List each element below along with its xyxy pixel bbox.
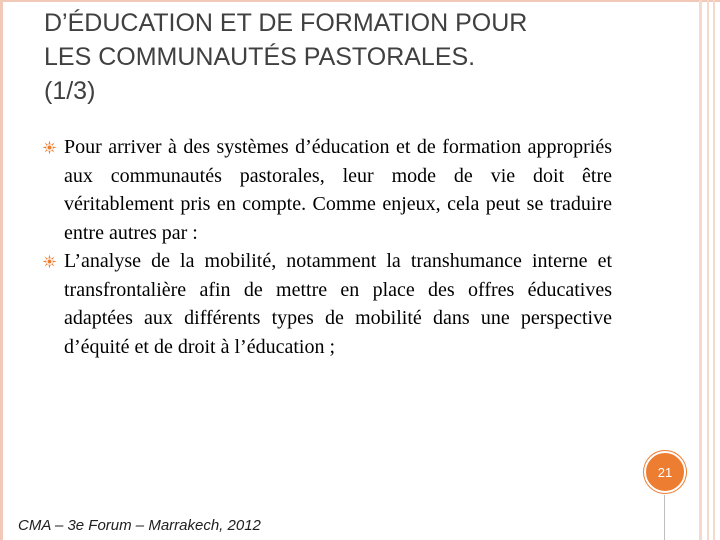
bullet-list: [38, 133, 612, 361]
sun-bullet-icon: [42, 254, 57, 269]
slide-title-line: D’ÉDUCATION ET DE FORMATION POUR: [44, 9, 528, 37]
slide-number-badge: 21: [644, 451, 686, 493]
bullet-text: L’analyse de la mobilité, notamment la transhumance interne et transfrontalière afin de mettre en place des offres éducatives adaptées aux différents types de mobilité dans une perspective d’équité et de droit à l’éducation ;: [64, 250, 612, 358]
slide-title: [44, 6, 664, 108]
decorative-rule: [707, 0, 709, 540]
slide-title-line: LES COMMUNAUTÉS PASTORALES.: [44, 43, 476, 71]
frame-left-border: [0, 0, 3, 540]
bullet-item: [38, 133, 612, 247]
frame-top-border: [0, 0, 720, 2]
sun-bullet-icon: [42, 140, 57, 155]
decorative-rule: [699, 0, 702, 540]
slide-number-line: [664, 495, 665, 540]
footer-text: CMA – 3e Forum – Marrakech, 2012: [18, 517, 261, 534]
bullet-text: Pour arriver à des systèmes d’éducation et de formation appropriés aux communautés pastorales, leur mode de vie doit être véritablement pris en compte. Comme enjeux, cela peut se traduire entre autres par :: [64, 136, 612, 244]
bullet-item: [38, 247, 612, 361]
slide-title-line: (1/3): [44, 77, 96, 105]
decorative-rule: [713, 0, 715, 540]
